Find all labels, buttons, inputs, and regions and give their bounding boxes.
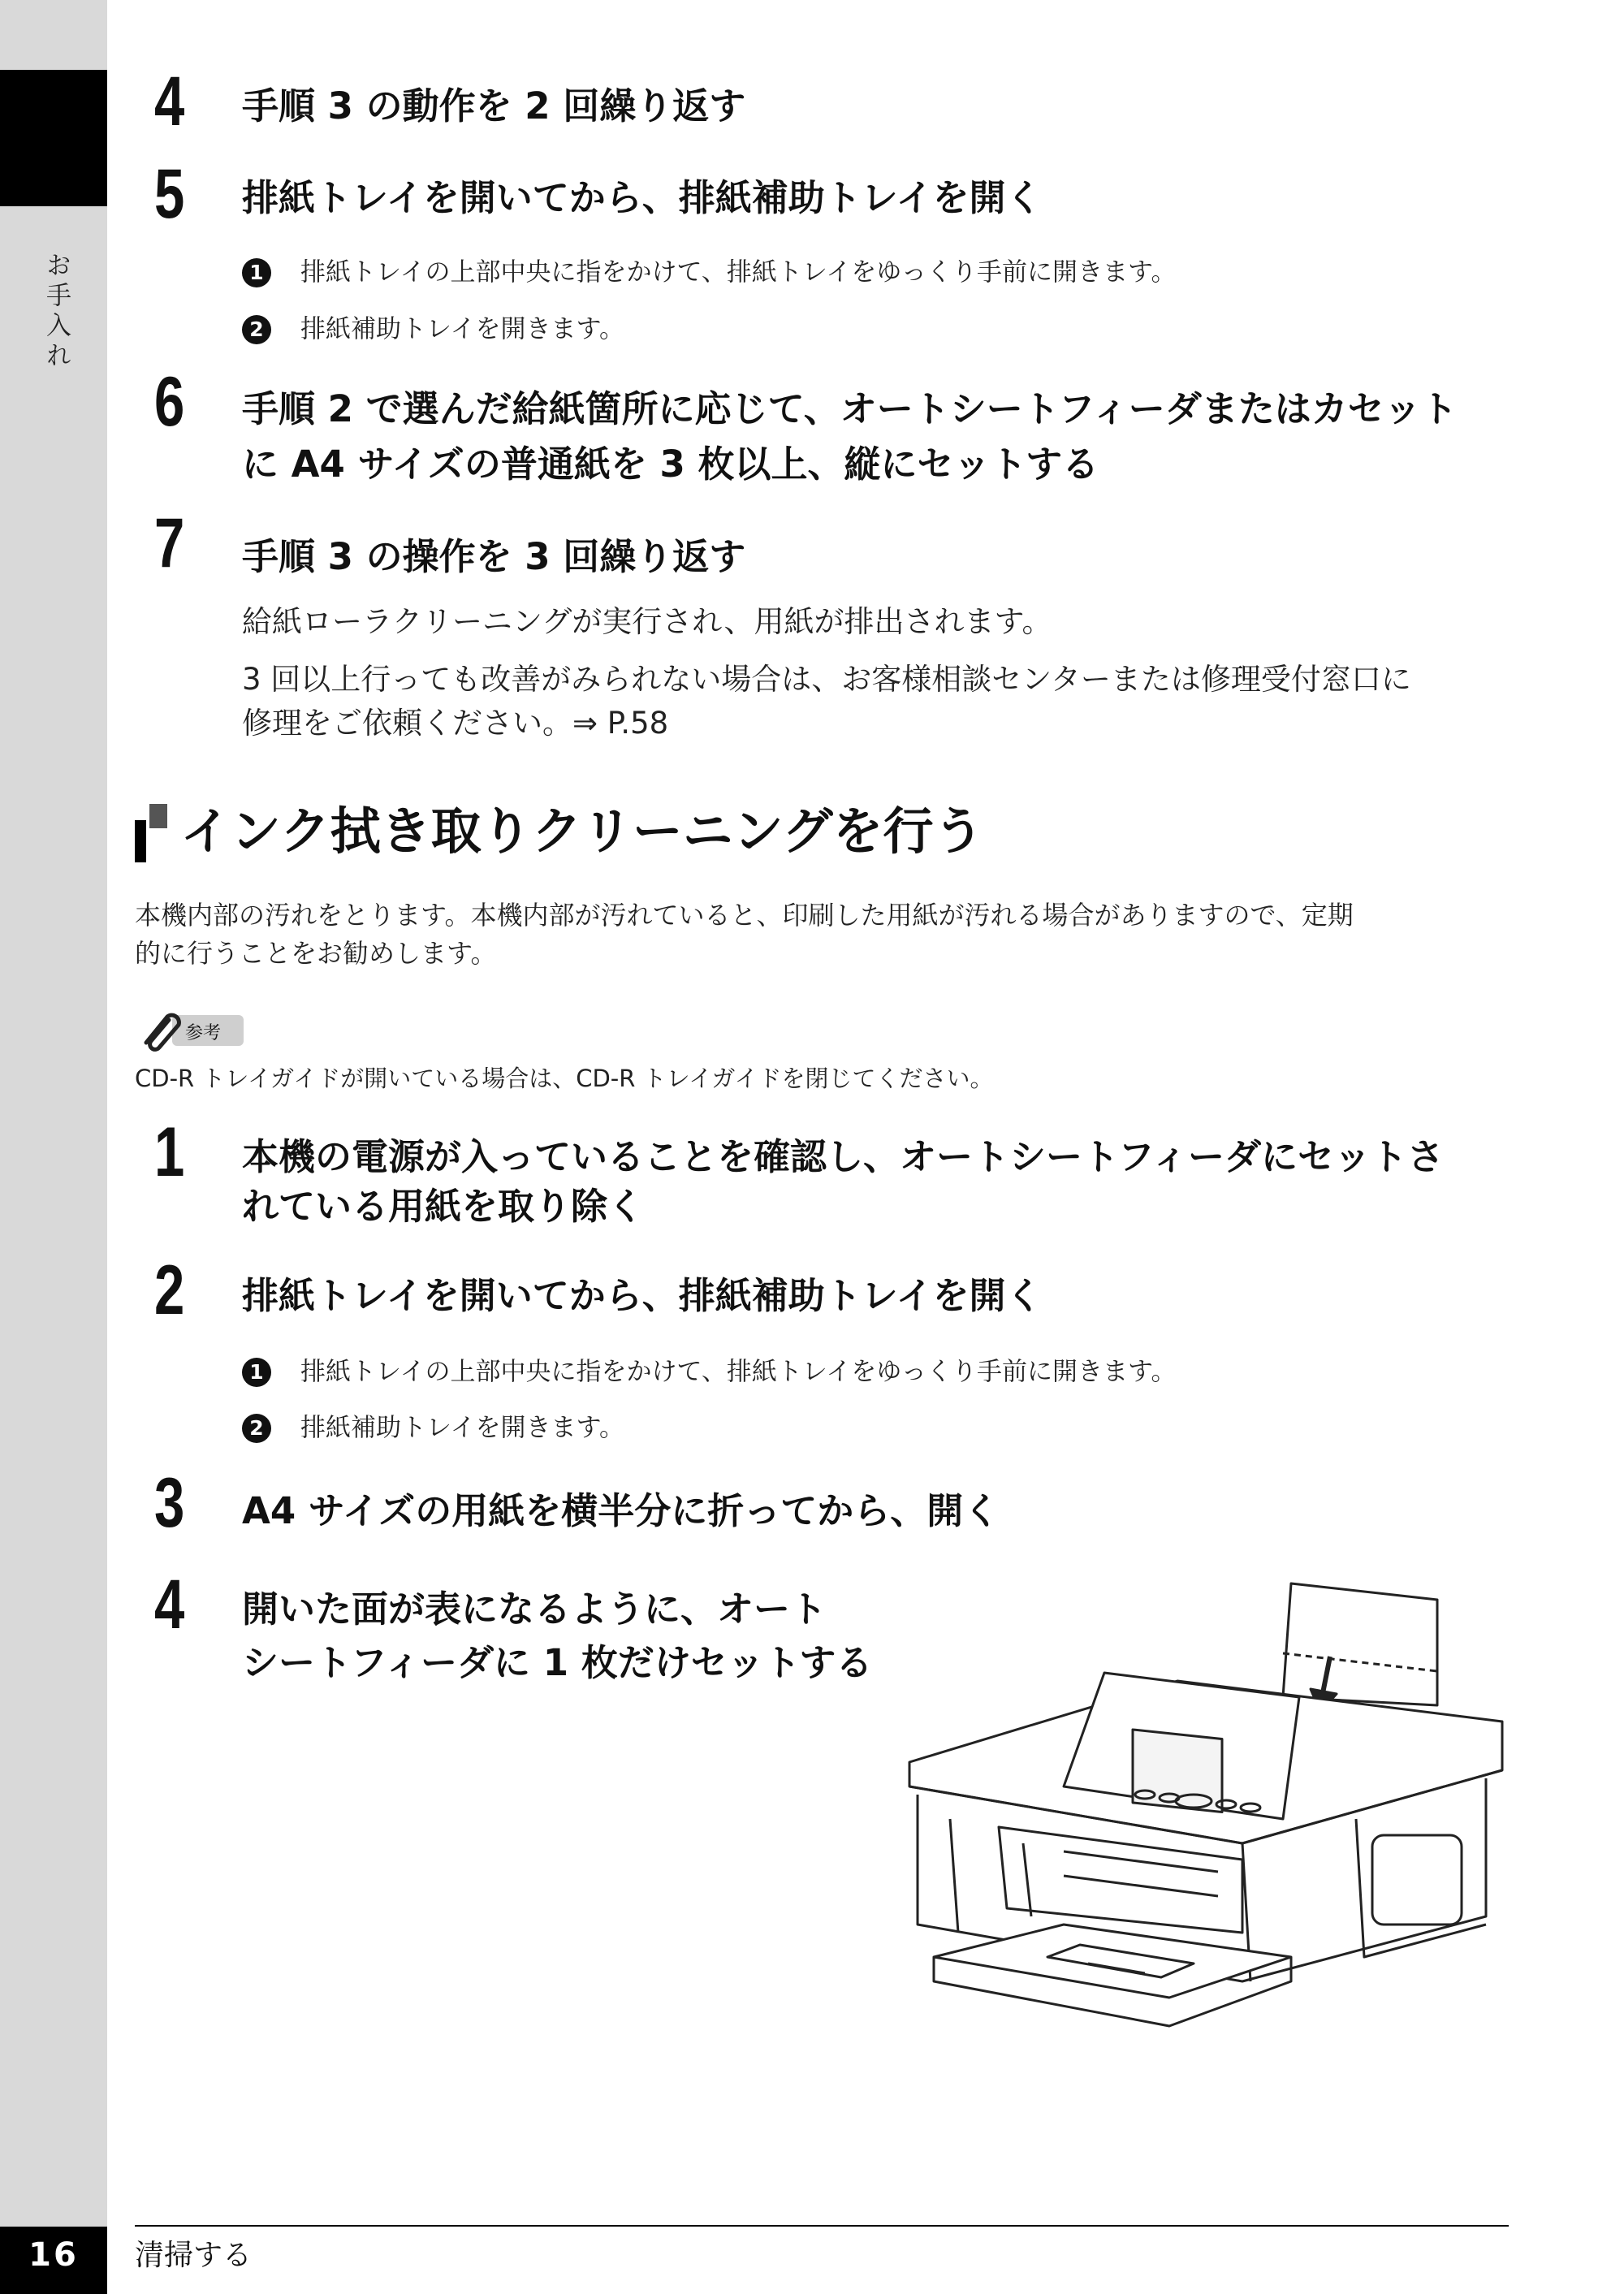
- step-title: 開いた面が表になるように、オート: [242, 1588, 827, 1631]
- sub-step-text: 排紙補助トレイを開きます。: [300, 1413, 624, 1443]
- sub-step-text: 排紙トレイの上部中央に指をかけて、排紙トレイをゆっくり手前に開きます。: [300, 1357, 1177, 1387]
- note-badge: [135, 1007, 248, 1052]
- section-intro: [135, 896, 1515, 973]
- sub-step: [242, 1411, 1509, 1445]
- printer-illustration: [901, 1575, 1518, 2046]
- footer-rule: [135, 2225, 1509, 2227]
- sub-step-badge: 2: [242, 1414, 271, 1443]
- step-title: 手順 3 の操作を 3 回繰り返す: [242, 535, 746, 578]
- sub-step-text: 排紙トレイの上部中央に指をかけて、排紙トレイをゆっくり手前に開きます。: [300, 257, 1177, 287]
- step-title: 排紙トレイを開いてから、排紙補助トレイを開く: [242, 176, 1043, 219]
- step-number: 4: [154, 1566, 185, 1644]
- step-title: 手順 3 の動作を 2 回繰り返す: [242, 84, 746, 127]
- step-number: 2: [154, 1251, 185, 1329]
- step-title-cont: に A4 サイズの普通紙を 3 枚以上、縦にセットする: [242, 443, 1099, 486]
- sub-step-badge: 1: [242, 1358, 271, 1387]
- step-title: A4 サイズの用紙を横半分に折ってから、開く: [242, 1489, 1000, 1532]
- step-number: 3: [154, 1464, 185, 1542]
- note-label: 参考: [185, 1023, 222, 1043]
- section-title: インク拭き取りクリーニングを行う: [180, 801, 984, 861]
- sub-step-badge: 1: [242, 258, 271, 287]
- intro-line: 本機内部の汚れをとります。本機内部が汚れていると、印刷した用紙が汚れる場合がありますので、定期: [135, 900, 1354, 931]
- step-number: 6: [154, 363, 185, 441]
- step-number: 7: [154, 504, 185, 582]
- step-title: 手順 2 で選んだ給紙箇所に応じて、オートシートフィーダまたはカセット: [242, 387, 1458, 430]
- step-number: 5: [154, 155, 185, 233]
- paperclip-icon: [135, 1007, 248, 1052]
- body-text: 給紙ローラクリーニングが実行され、用紙が排出されます。: [242, 604, 1052, 639]
- intro-line: 的に行うことをお勧めします。: [135, 938, 497, 969]
- sub-step: [242, 1354, 1509, 1389]
- body-text: 修理をご依頼ください。⇒ P.58: [242, 706, 669, 741]
- page-number: 16: [0, 2227, 107, 2294]
- step-title: 排紙トレイを開いてから、排紙補助トレイを開く: [242, 1274, 1043, 1317]
- sub-step: [242, 312, 1509, 346]
- step-title-cont: シートフィーダに 1 枚だけセットする: [242, 1641, 873, 1684]
- body-text: 3 回以上行っても改善がみられない場合は、お客様相談センターまたは修理受付窓口に: [242, 662, 1411, 697]
- step-title-cont: れている用紙を取り除く: [242, 1185, 645, 1228]
- sub-step-badge: 2: [242, 315, 271, 344]
- step-title: 本機の電源が入っていることを確認し、オートシートフィーダにセットさ: [242, 1135, 1445, 1178]
- sub-step-text: 排紙補助トレイを開きます。: [300, 314, 624, 344]
- section-label: お手入れ: [41, 252, 71, 372]
- footer-chapter: 清掃する: [135, 2239, 253, 2272]
- chapter-tab: [0, 70, 107, 206]
- section-marker: [135, 804, 167, 862]
- step-number: 1: [154, 1113, 185, 1191]
- sub-step: [242, 255, 1509, 289]
- step-number: 4: [154, 63, 185, 140]
- note-text: CD-R トレイガイドが開いている場合は、CD-R トレイガイドを閉じてください。: [135, 1065, 994, 1092]
